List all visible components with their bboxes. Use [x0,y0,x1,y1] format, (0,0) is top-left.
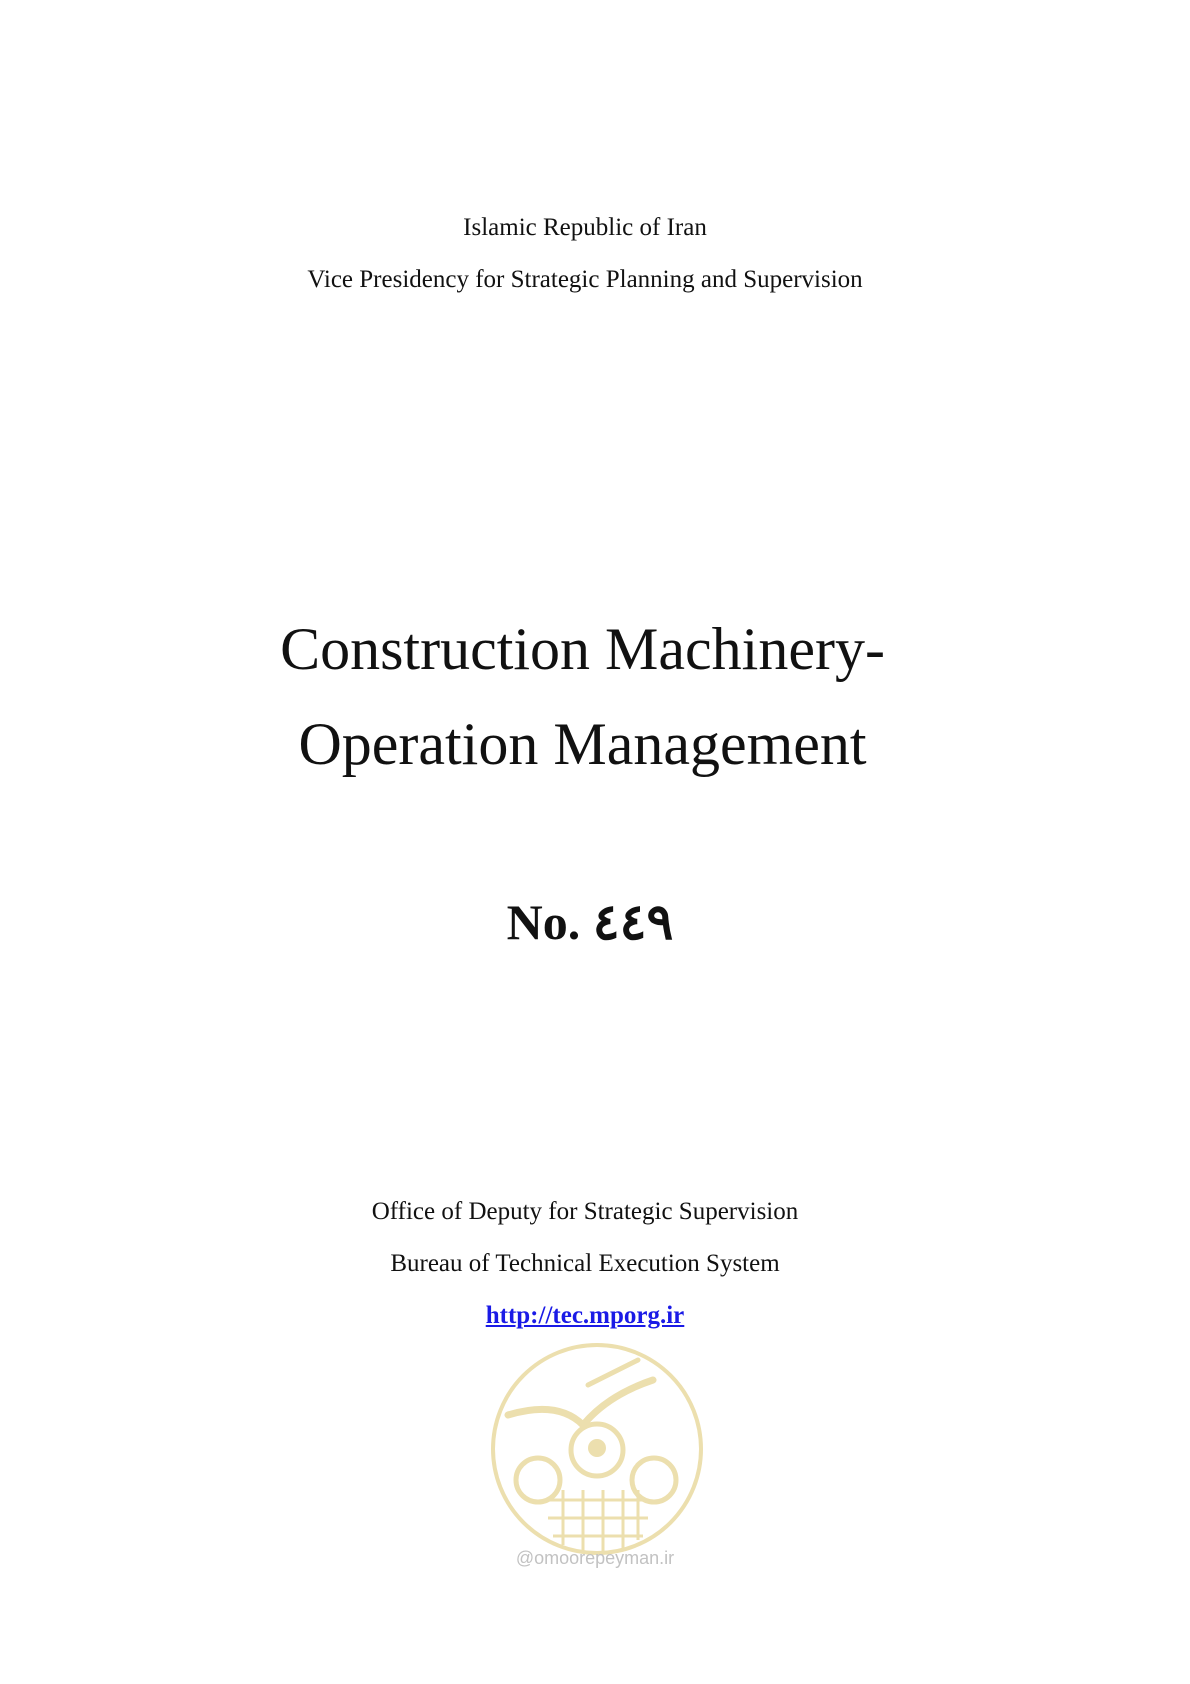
watermark-site: @omoorepeyman.ir [515,1548,675,1568]
bureau-name: Bureau of Technical Execution System [390,1250,780,1277]
country-name: Islamic Republic of Iran [463,214,707,241]
website-link[interactable]: http://tec.mporg.ir [485,1302,685,1329]
document-number-value: ٤٤٩ [592,894,674,950]
watermark-logo [488,1340,706,1565]
document-title-line-2: Operation Management [298,711,867,777]
website-link-container [0,1302,1170,1330]
document-number [0,893,1180,951]
organization-name: Vice Presidency for Strategic Planning and Supervision [307,266,863,293]
office-name: Office of Deputy for Strategic Supervision [371,1198,799,1225]
document-title-line-1: Construction Machinery- [280,616,885,682]
document-number-prefix: No. [506,894,581,950]
